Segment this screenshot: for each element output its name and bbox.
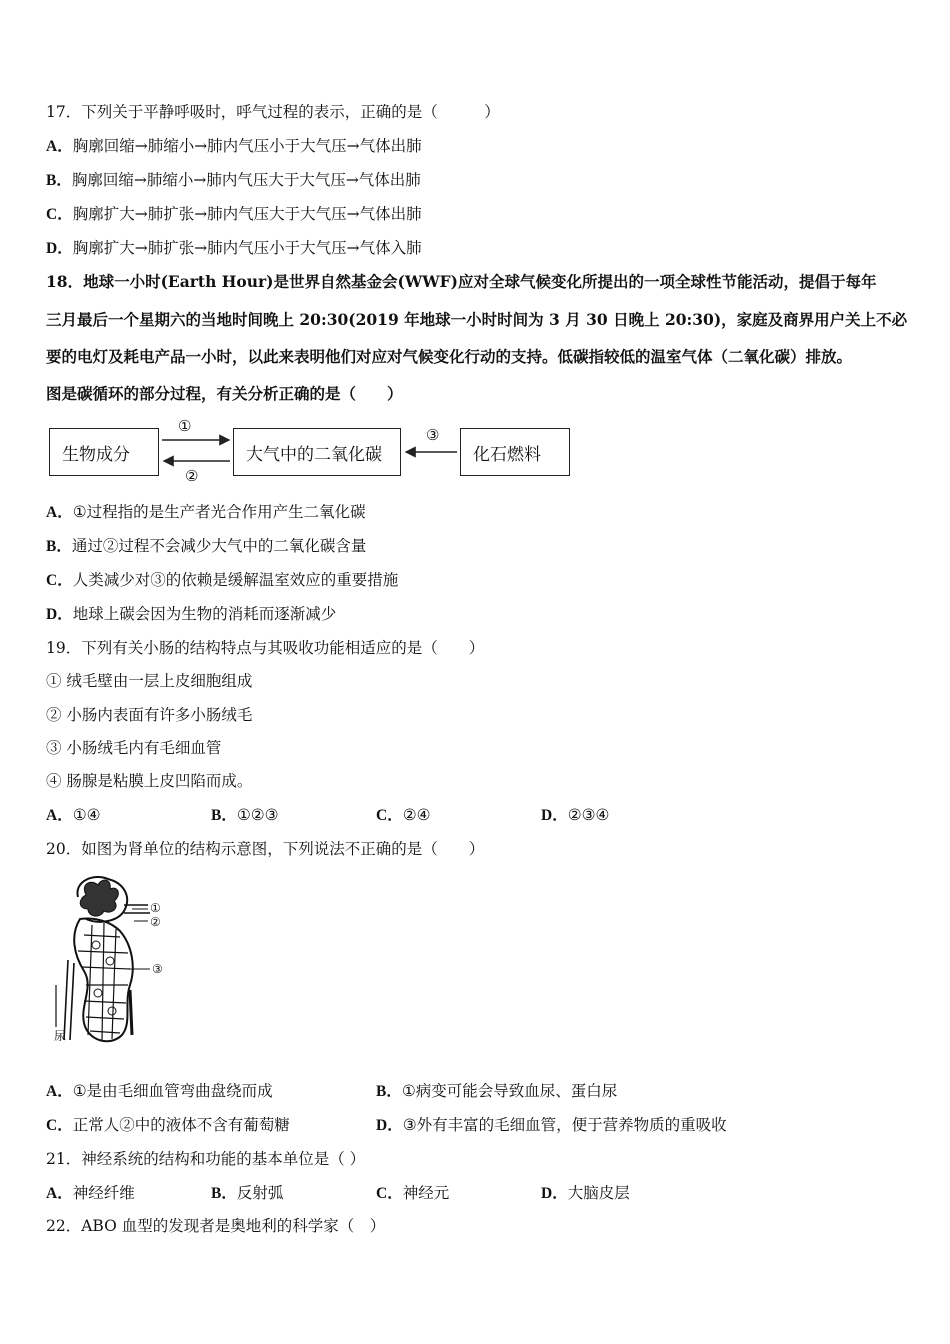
option-letter: D． <box>541 1185 568 1202</box>
q20-option-b <box>376 1081 617 1102</box>
option-text: 胸廓回缩→肺缩小→肺内气压大于大气压→气体出肺 <box>71 171 421 189</box>
q19-item-1: ① 绒毛壁由一层上皮细胞组成 <box>46 672 253 690</box>
option-letter: B． <box>46 172 72 189</box>
option-letter: D． <box>541 807 568 824</box>
q20-option-d <box>376 1115 727 1136</box>
q22-stem: 22．ABO 血型的发现者是奥地利的科学家（ ） <box>46 1217 386 1235</box>
option-text: 胸廓扩大→肺扩张→肺内气压大于大气压→气体出肺 <box>72 205 422 223</box>
q19-item-3: ③ 小肠绒毛内有毛细血管 <box>46 739 222 757</box>
option-letter: D． <box>46 606 73 623</box>
option-text: 反射弧 <box>236 1184 284 1202</box>
arrow-label-1: ① <box>178 417 192 435</box>
arrow-label-3: ③ <box>426 426 440 444</box>
option-letter: A． <box>46 807 73 824</box>
nephron-label-3: ③ <box>152 962 163 976</box>
option-letter: D． <box>46 240 73 257</box>
option-text: ②④ <box>402 806 431 824</box>
atmospheric-co2-box: 大气中的二氧化碳 <box>233 428 401 476</box>
option-text: ①是由毛细血管弯曲盘绕而成 <box>72 1082 273 1100</box>
fossil-fuel-box: 化石燃料 <box>460 428 570 476</box>
option-letter: B． <box>376 1083 402 1100</box>
q19-item-2: ② 小肠内表面有许多小肠绒毛 <box>46 706 253 724</box>
option-letter: A． <box>46 1083 73 1100</box>
q20-option-a <box>46 1081 273 1102</box>
option-letter: B． <box>211 1185 237 1202</box>
nephron-figure <box>50 875 180 1060</box>
q18-stem-line-2: 三月最后一个星期六的当地时间晚上 20:30(2019 年地球一小时时间为 3 月 30 日晚上 20:30)，家庭及商界用户关上不必 <box>46 310 908 329</box>
option-text: ③外有丰富的毛细血管，便于营养物质的重吸收 <box>402 1116 727 1134</box>
option-text: ②③④ <box>567 806 610 824</box>
q20-stem: 20．如图为肾单位的结构示意图，下列说法不正确的是（ ） <box>46 840 485 858</box>
option-text: 正常人②中的液体不含有葡萄糖 <box>72 1116 290 1134</box>
q19-option-a <box>46 805 101 826</box>
option-text: 通过②过程不会减少大气中的二氧化碳含量 <box>71 537 367 555</box>
option-text: ①②③ <box>236 806 279 824</box>
option-letter: B． <box>211 807 237 824</box>
q21-stem: 21．神经系统的结构和功能的基本单位是（ ） <box>46 1150 366 1168</box>
q18-option-b <box>46 536 366 557</box>
option-letter: C． <box>46 206 73 223</box>
q19-option-c <box>376 805 431 826</box>
q20-option-c <box>46 1115 290 1136</box>
option-text: 地球上碳会因为生物的消耗而逐渐减少 <box>72 605 337 623</box>
option-text: ①过程指的是生产者光合作用产生二氧化碳 <box>72 503 366 521</box>
nephron-label-urine: 尿 <box>54 1029 67 1043</box>
option-letter: A． <box>46 138 73 155</box>
q21-option-d <box>541 1183 630 1204</box>
option-text: 神经元 <box>402 1184 450 1202</box>
q18-option-c <box>46 570 398 591</box>
option-text: ①④ <box>72 806 101 824</box>
nephron-label-1: ① <box>150 901 161 915</box>
q21-option-b <box>211 1183 283 1204</box>
biological-component-box: 生物成分 <box>49 428 159 476</box>
option-text: 胸廓回缩→肺缩小→肺内气压小于大气压→气体出肺 <box>72 137 422 155</box>
q18-stem-line-1: 18．地球一小时(Earth Hour)是世界自然基金会(WWF)应对全球气候变化所提出的一项全球性节能活动，提倡于每年 <box>46 272 877 291</box>
diagram-arrows <box>0 0 950 520</box>
option-letter: B． <box>46 538 72 555</box>
q18-stem-line-3: 要的电灯及耗电产品一小时，以此来表明他们对应对气候变化行动的支持。低碳指较低的温室气体（二氧化碳）排放。 <box>46 347 853 366</box>
q21-option-a <box>46 1183 135 1204</box>
option-letter: C． <box>46 572 73 589</box>
q18-option-a <box>46 502 366 523</box>
option-letter: C． <box>376 1185 403 1202</box>
q18-stem-line-4: 图是碳循环的部分过程，有关分析正确的是（ ） <box>46 384 403 403</box>
option-letter: D． <box>376 1117 403 1134</box>
option-letter: C． <box>46 1117 73 1134</box>
option-text: ①病变可能会导致血尿、蛋白尿 <box>401 1082 618 1100</box>
arrow-label-2: ② <box>185 467 199 485</box>
option-text: 人类减少对③的依赖是缓解温室效应的重要措施 <box>72 571 399 589</box>
q17-stem: 17．下列关于平静呼吸时，呼气过程的表示，正确的是（ ） <box>46 103 500 121</box>
option-text: 大脑皮层 <box>567 1184 630 1202</box>
option-letter: A． <box>46 1185 73 1202</box>
nephron-label-2: ② <box>150 915 161 929</box>
q18-option-d <box>46 604 336 625</box>
q21-option-c <box>376 1183 449 1204</box>
q19-option-d <box>541 805 609 826</box>
option-text: 神经纤维 <box>72 1184 135 1202</box>
q19-item-4: ④ 肠腺是粘膜上皮凹陷而成。 <box>46 772 253 790</box>
q19-stem: 19．下列有关小肠的结构特点与其吸收功能相适应的是（ ） <box>46 639 485 657</box>
option-letter: A． <box>46 504 73 521</box>
option-letter: C． <box>376 807 403 824</box>
option-text: 胸廓扩大→肺扩张→肺内气压小于大气压→气体入肺 <box>72 239 422 257</box>
q19-option-b <box>211 805 279 826</box>
